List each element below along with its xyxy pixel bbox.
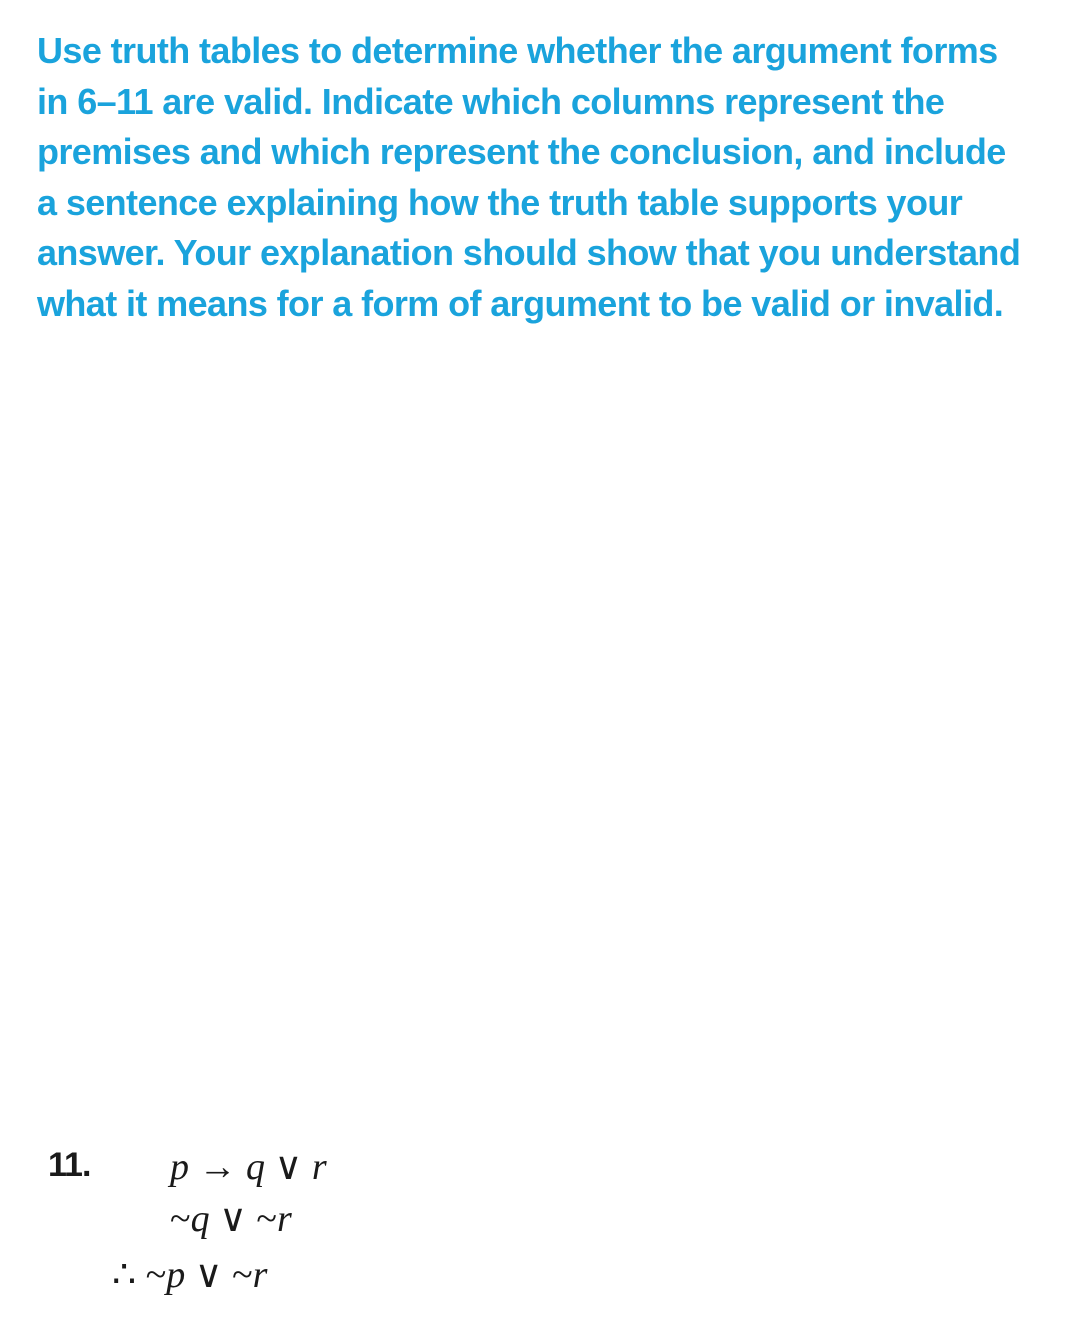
instructions-line-4: a sentence explaining how the truth table supports your xyxy=(37,181,963,223)
instructions-line-6: what it means for a form of argument to be valid or invalid. xyxy=(37,282,1004,324)
var-q: q xyxy=(190,1198,210,1240)
instructions-line-5: answer. Your explanation should show that you understand xyxy=(37,232,1021,273)
var-r: r xyxy=(276,1198,292,1240)
premise-2 xyxy=(170,1196,292,1241)
negation-symbol: ~ xyxy=(232,1254,253,1296)
var-p: p xyxy=(166,1254,186,1296)
var-q: q xyxy=(246,1146,265,1188)
therefore-symbol: ∴ xyxy=(112,1254,137,1296)
instructions-line-1: Use truth tables to determine whether the argument forms xyxy=(37,30,998,71)
instructions-line-3: premises and which represent the conclusion, and include xyxy=(37,131,1006,172)
negation-symbol: ~ xyxy=(170,1198,191,1240)
or-symbol: ∨ xyxy=(274,1146,303,1188)
implies-symbol: → xyxy=(198,1146,237,1188)
conclusion xyxy=(112,1252,267,1297)
negation-symbol: ~ xyxy=(256,1198,277,1240)
negation-symbol: ~ xyxy=(145,1254,167,1296)
premise-1 xyxy=(170,1144,327,1189)
instructions-line-2: in 6–11 are valid. Indicate which columns represent the xyxy=(37,80,945,122)
var-p: p xyxy=(170,1146,189,1188)
var-r: r xyxy=(311,1146,327,1188)
or-symbol: ∨ xyxy=(219,1198,247,1240)
or-symbol: ∨ xyxy=(194,1254,223,1296)
problem-number: 11. xyxy=(48,1146,91,1184)
var-r: r xyxy=(252,1254,268,1296)
